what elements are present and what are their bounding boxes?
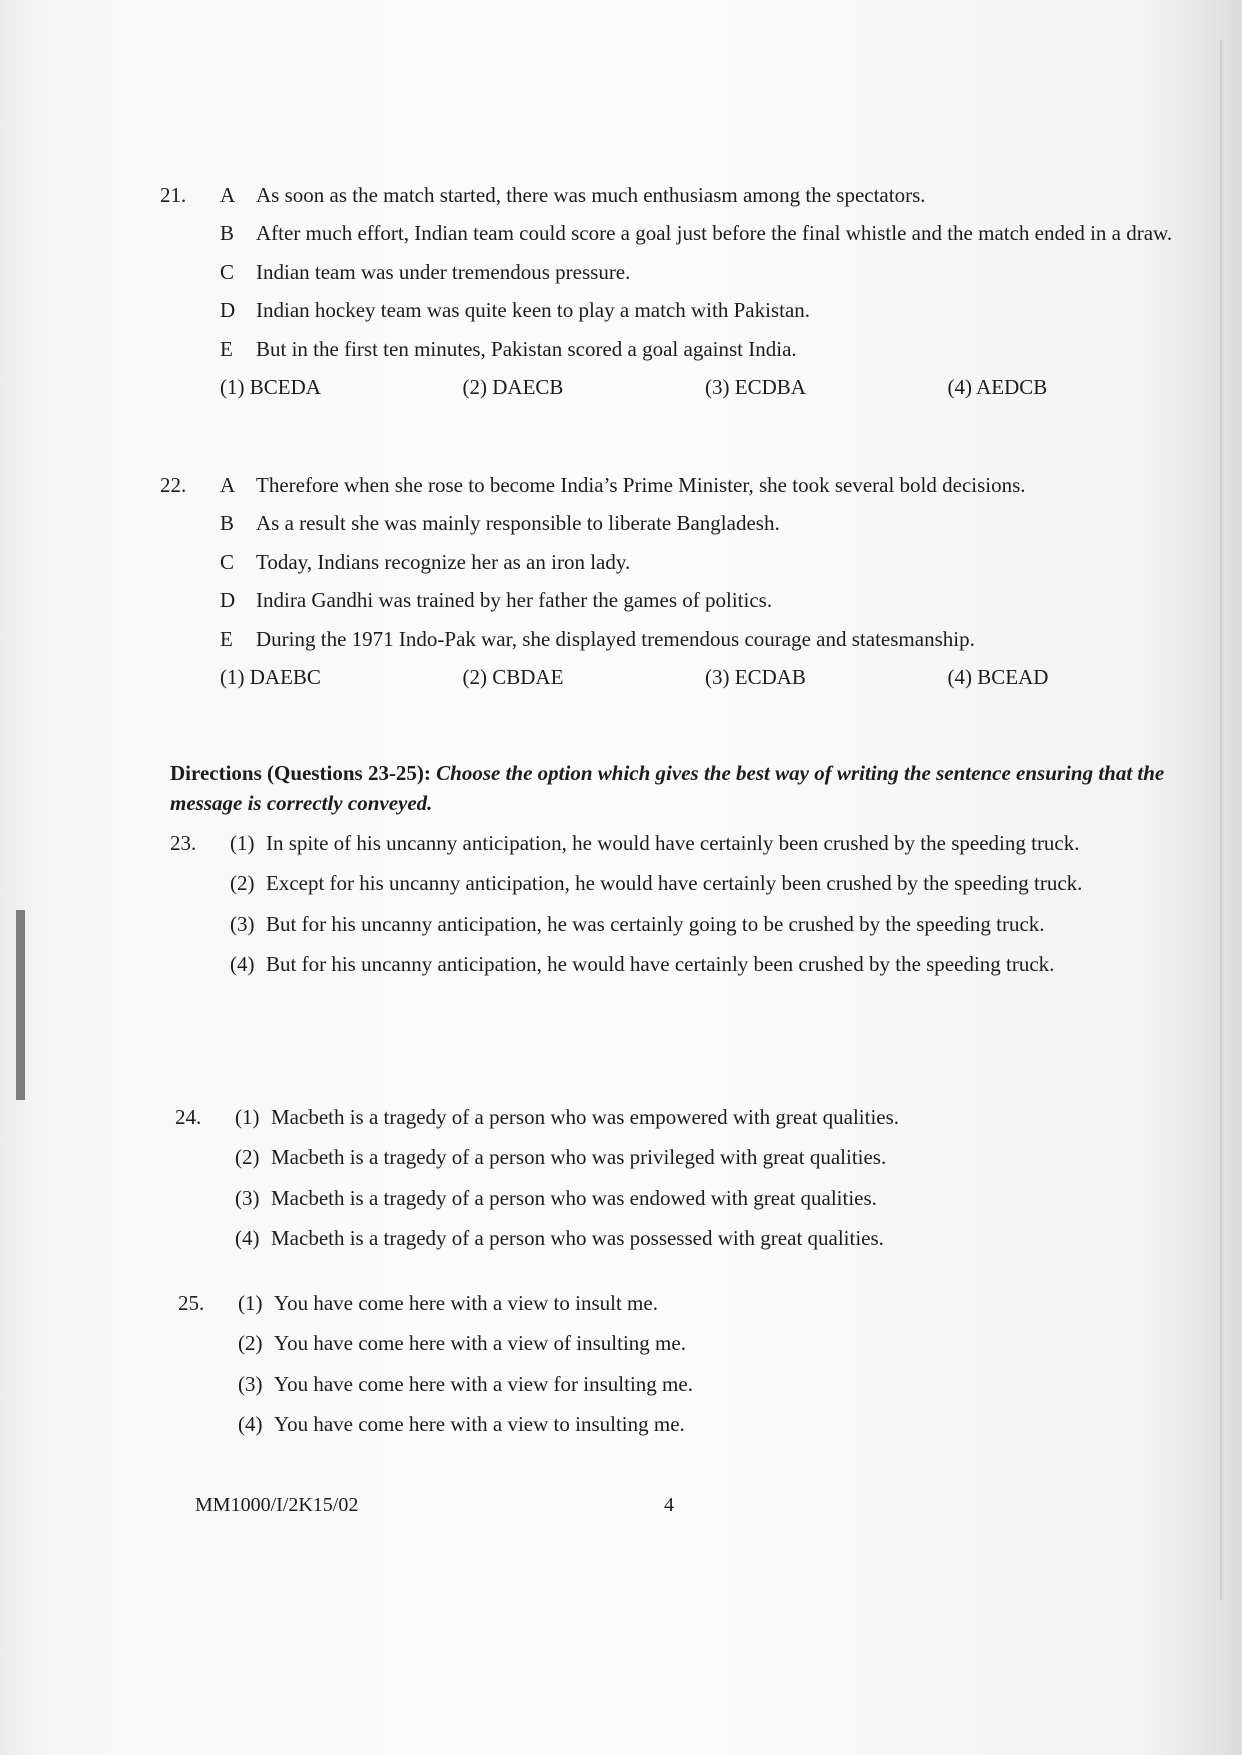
option: (2) CBDAE	[462, 665, 564, 690]
statement: B After much effort, Indian team could score a goal just before the final whistle and the match ended in a draw.	[220, 221, 1173, 246]
question-25	[178, 1288, 1188, 1450]
question-number: 25.	[178, 1291, 205, 1315]
statement: C Today, Indians recognize her as an iron lady.	[220, 549, 631, 574]
alternative: (2) Except for his uncanny anticipation, he would have certainly been crushed by the speeding truck.	[230, 871, 1083, 896]
directions-label: Directions (Questions 23-25):	[170, 761, 431, 785]
option: (4) AEDCB	[947, 375, 1048, 400]
question-number: 21.	[160, 183, 187, 207]
question-23	[170, 828, 1190, 990]
question-number: 23.	[170, 831, 197, 855]
statement: E During the 1971 Indo-Pak war, she displayed tremendous courage and statesmanship.	[220, 626, 975, 651]
question-22	[160, 470, 1190, 693]
question-21	[160, 180, 1190, 403]
alternative: (1) In spite of his uncanny anticipation, he would have certainly been crushed by the speeding truck.	[230, 831, 1080, 855]
answer-options	[220, 372, 1190, 402]
question-number: 24.	[175, 1105, 202, 1129]
option: (4) BCEAD	[947, 665, 1049, 690]
directions-text: Choose the option which gives the best way of writing the sentence ensuring that the message is correctly conveyed.	[170, 761, 1165, 816]
statement: D Indian hockey team was quite keen to play a match with Pakistan.	[220, 298, 811, 323]
option: (1) BCEDA	[220, 375, 321, 400]
alternative: (4) You have come here with a view to insulting me.	[238, 1412, 685, 1437]
alternative: (2) You have come here with a view of insulting me.	[238, 1331, 686, 1356]
option: (2) DAECB	[462, 375, 564, 400]
paper-code: MM1000/I/2K15/02	[195, 1494, 359, 1516]
alternative: (3) Macbeth is a tragedy of a person who was endowed with great qualities.	[235, 1185, 877, 1210]
question-24	[175, 1102, 1190, 1264]
alternative: (2) Macbeth is a tragedy of a person who was privileged with great qualities.	[235, 1145, 887, 1170]
option: (3) ECDBA	[705, 375, 806, 400]
alternative: (4) But for his uncanny anticipation, he would have certainly been crushed by the speeding truck.	[230, 952, 1055, 977]
answer-options	[220, 662, 1190, 692]
alternative: (3) You have come here with a view for insulting me.	[238, 1371, 693, 1396]
binding-mark	[16, 910, 25, 1100]
page-number: 4	[664, 1494, 674, 1516]
option: (3) ECDAB	[705, 665, 806, 690]
statement: D Indira Gandhi was trained by her father the games of politics.	[220, 588, 773, 613]
page-edge	[1220, 40, 1222, 1600]
directions	[170, 758, 1190, 819]
statement: E But in the first ten minutes, Pakistan scored a goal against India.	[220, 336, 797, 361]
question-number: 22.	[160, 473, 187, 497]
statement: A Therefore when she rose to become India’s Prime Minister, she took several bold decisions.	[220, 473, 1026, 497]
option: (1) DAEBC	[220, 665, 321, 690]
alternative: (4) Macbeth is a tragedy of a person who was possessed with great qualities.	[235, 1226, 884, 1251]
statement: B As a result she was mainly responsible to liberate Bangladesh.	[220, 511, 780, 536]
alternative: (1) You have come here with a view to insult me.	[238, 1291, 658, 1315]
statement: C Indian team was under tremendous pressure.	[220, 259, 631, 284]
statement: A As soon as the match started, there was much enthusiasm among the spectators.	[220, 183, 926, 207]
alternative: (1) Macbeth is a tragedy of a person who was empowered with great qualities.	[235, 1105, 900, 1129]
alternative: (3) But for his uncanny anticipation, he was certainly going to be crushed by the speeding truck.	[230, 911, 1045, 936]
